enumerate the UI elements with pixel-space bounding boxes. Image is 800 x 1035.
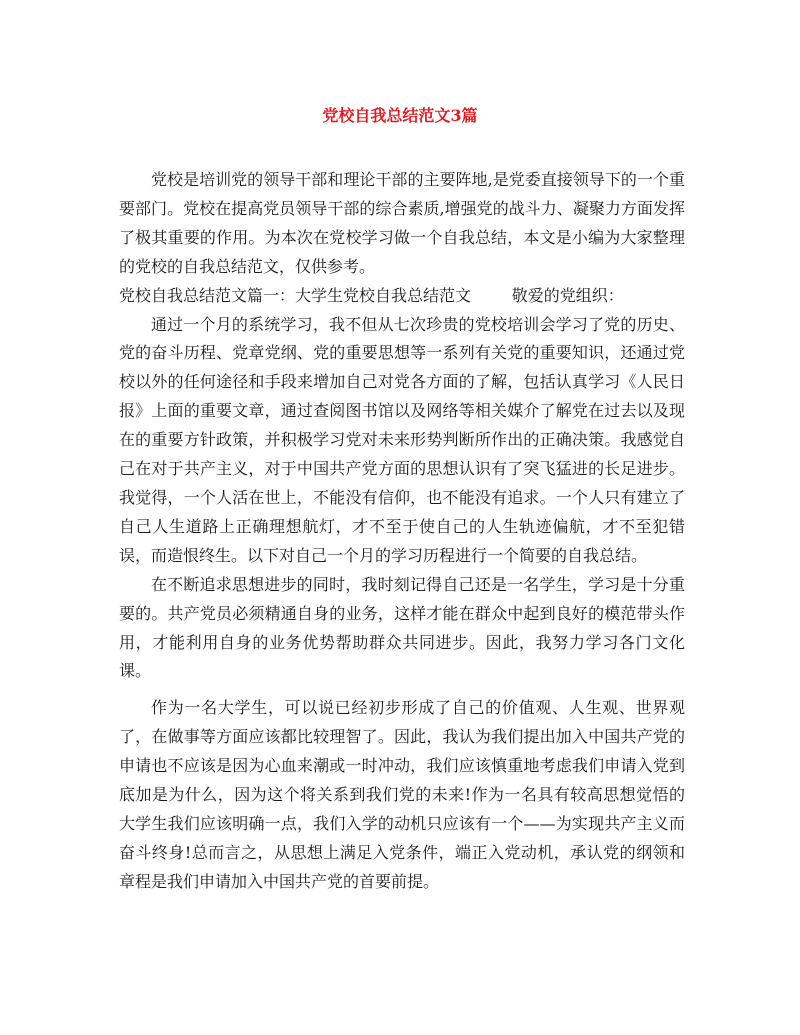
body-paragraph-1: 通过一个月的系统学习，我不但从七次珍贵的党校培训会学习了党的历史、党的奋斗历程、党章党纲、党的重要思想等一系列有关党的重要知识，还通过党校以外的任何途径和手段来增加自己对党各方面的了解，包括认真学习《人民日报》上面的重要文章，通过查阅图书馆以及网络等相关媒介了解党在过去以及现在的重要方针政策，并积极学习党对未来形势判断所作出的正确决策。我感觉自己在对于共产主义，对于中国共产党方面的思想认识有了突飞猛进的长足进步。我觉得，一个人活在世上，不能没有信仰，也不能没有追求。一个人只有建立了自己人生道路上正确理想航灯，才不至于使自己的人生轨迹偏航，才不至犯错误，而造恨终生。以下对自己一个月的学习历程进行一个简要的自我总结。 — [119, 314, 685, 565]
document-title: 党校自我总结范文3篇 — [322, 106, 478, 125]
salutation: 敬爱的党组织： — [511, 285, 624, 305]
intro-paragraph: 党校是培训党的领导干部和理论干部的主要阵地,是党委直接领导下的一个重要部门。党校在提高党员领导干部的综合素质,增强党的战斗力、凝聚力方面发挥了极其重要的作用。为本次在党校学习做一个自我总结，本文是小编为大家整理的党校的自我总结范文，仅供参考。 — [119, 170, 685, 276]
body-paragraph-2: 在不断追求思想进步的同时，我时刻记得自己还是一名学生，学习是十分重要的。共产党员必须精通自身的业务，这样才能在群众中起到良好的模范带头作用，才能利用自身的业务优势帮助群众共同进步。因此，我努力学习各门文化课。 — [119, 574, 685, 681]
document-body — [119, 166, 685, 897]
body-paragraph-3: 作为一名大学生，可以说已经初步形成了自己的价值观、人生观、世界观了，在做事等方面应该都比较理智了。因此，我认为我们提出加入中国共产党的申请也不应该是因为心血来潮或一时冲动，我们应该慎重地考虑我们申请入党到底加是为什么，因为这个将关系到我们党的未来!作为一名具有较高思想觉悟的大学生我们应该明确一点，我们入学的动机只应该有一个——为实现共产主义而奋斗终身!总而言之，从思想上满足入党条件，端正入党动机，承认党的纲领和章程是我们申请加入中国共产党的首要前提。 — [119, 698, 685, 891]
section-heading: 党校自我总结范文篇一：大学生党校自我总结范文 — [119, 285, 472, 305]
section-heading-line — [119, 282, 685, 311]
